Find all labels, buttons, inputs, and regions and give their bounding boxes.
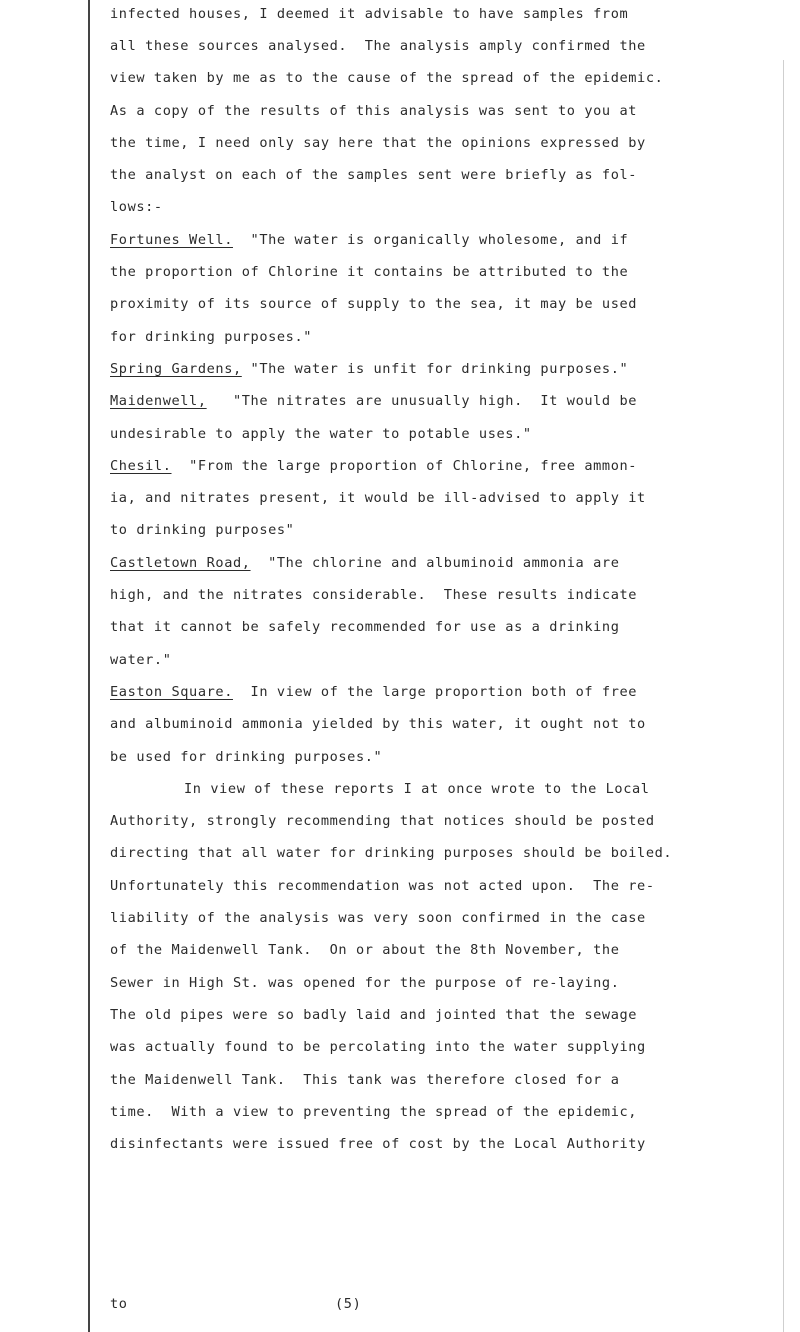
sample-heading: Spring Gardens, — [110, 360, 242, 377]
sample-report-line: the proportion of Chlorine it contains be attributed to the — [110, 264, 629, 281]
sample-report-line: ia, and nitrates present, it would be ill-advised to apply it — [110, 490, 646, 507]
closing-line: Unfortunately this recommendation was not acted upon. The re- — [110, 877, 655, 894]
sample-report-text: "The water is organically wholesome, and if — [232, 231, 629, 248]
sample-report-line: high, and the nitrates considerable. These results indicate — [110, 587, 638, 604]
sample-heading: Easton Square. — [110, 683, 233, 700]
sample-report-line: for drinking purposes." — [110, 328, 313, 345]
closing-line: disinfectants were issued free of cost by the Local Authority — [110, 1136, 646, 1153]
sample-report-text: "The chlorine and albuminoid ammonia are — [250, 554, 620, 571]
sample-entry — [110, 385, 790, 417]
closing-line: liability of the analysis was very soon confirmed in the case — [110, 910, 646, 927]
closing-line: In view of these reports I at once wrote to the Local — [184, 780, 650, 797]
sample-report-text: "From the large proportion of Chlorine, free ammon- — [171, 457, 638, 474]
closing-line: was actually found to be percolating into the water supplying — [110, 1039, 646, 1056]
sample-heading: Chesil. — [110, 457, 172, 474]
closing-line: Authority, strongly recommending that notices should be posted — [110, 813, 655, 830]
sample-report-line: be used for drinking purposes." — [110, 748, 383, 765]
sample-heading: Castletown Road, — [110, 554, 251, 571]
sample-report-text: In view of the large proportion both of free — [232, 683, 638, 700]
closing-line: The old pipes were so badly laid and jointed that the sewage — [110, 1006, 638, 1023]
continuation-word: to — [110, 1296, 128, 1312]
closing-line: the Maidenwell Tank. This tank was therefore closed for a — [110, 1071, 620, 1088]
sample-report-line: water." — [110, 651, 172, 668]
sample-report-line: that it cannot be safely recommended for use as a drinking — [110, 619, 620, 636]
intro-line: view taken by me as to the cause of the spread of the epidemic. — [110, 70, 664, 87]
sample-report-line: and albuminoid ammonia yielded by this water, it ought not to — [110, 716, 646, 733]
closing-line: directing that all water for drinking purposes should be boiled. — [110, 845, 673, 862]
sample-heading: Maidenwell, — [110, 393, 207, 410]
intro-line: the analyst on each of the samples sent were briefly as fol- — [110, 167, 638, 184]
intro-line: lows:- — [110, 199, 163, 216]
left-margin-rule — [88, 0, 90, 1332]
sample-report-line: proximity of its source of supply to the sea, it may be used — [110, 296, 638, 313]
report-body — [110, 0, 790, 1160]
sample-entry — [110, 547, 790, 579]
sample-entry — [110, 224, 790, 256]
sample-heading: Fortunes Well. — [110, 231, 233, 248]
closing-line: of the Maidenwell Tank. On or about the 8th November, the — [110, 942, 620, 959]
closing-line: Sewer in High St. was opened for the purpose of re-laying. — [110, 974, 620, 991]
page-number: (5) — [335, 1296, 362, 1312]
sample-entry — [110, 353, 790, 385]
sample-report-text: "The water is unfit for drinking purposes." — [241, 360, 629, 377]
intro-line: infected houses, I deemed it advisable to have samples from — [110, 6, 629, 22]
sample-report-text: "The nitrates are unusually high. It would be — [206, 393, 638, 410]
intro-line: the time, I need only say here that the opinions expressed by — [110, 134, 646, 151]
sample-entry — [110, 450, 790, 482]
intro-line: all these sources analysed. The analysis amply confirmed the — [110, 38, 646, 54]
sample-entry — [110, 676, 790, 708]
sample-report-line: undesirable to apply the water to potable uses." — [110, 425, 532, 442]
closing-line: time. With a view to preventing the spread of the epidemic, — [110, 1103, 638, 1120]
intro-line: As a copy of the results of this analysis was sent to you at — [110, 102, 638, 119]
sample-report-line: to drinking purposes" — [110, 522, 295, 539]
